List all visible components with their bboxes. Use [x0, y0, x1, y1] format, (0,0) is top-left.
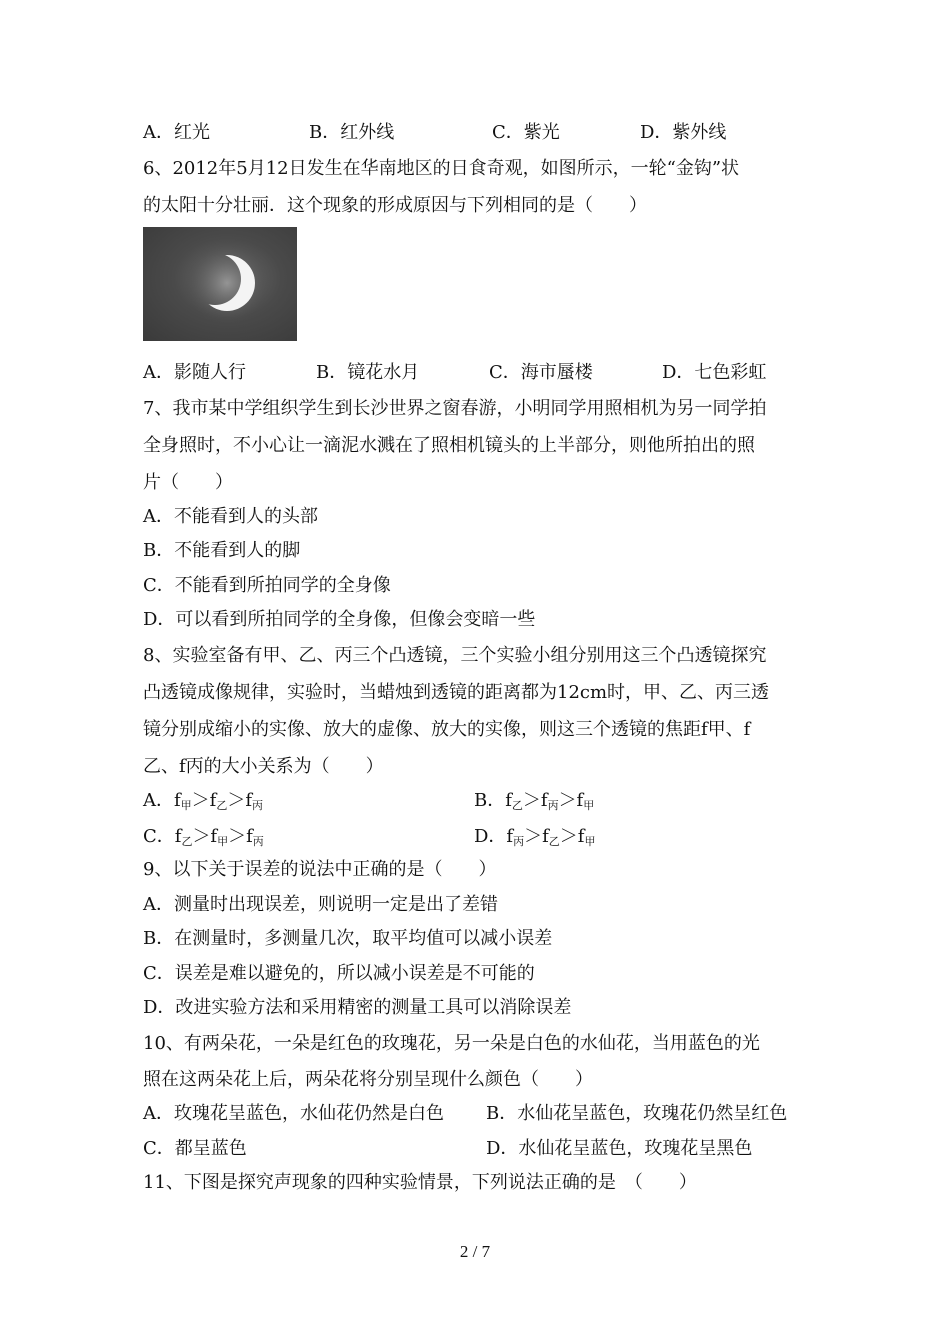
- page-number: 2 / 7: [459, 1242, 491, 1261]
- q7-stem-line1: 7、我市某中学组织学生到长沙世界之窗春游，小明同学用照相机为另一同学拍: [143, 398, 767, 419]
- q7-option-c: C．不能看到所拍同学的全身像: [143, 575, 391, 596]
- q8-option-b: B．$f_乙>f_丙>f_甲$: [474, 790, 595, 812]
- q9-option-d: D．改进实验方法和采用精密的测量工具可以消除误差: [143, 997, 572, 1018]
- q6-option-d: D．七色彩虹: [662, 362, 767, 383]
- q5-option-c: C．紫光: [492, 122, 560, 143]
- q9-option-c: C．误差是难以避免的，所以减小误差是不可能的: [143, 963, 535, 984]
- q7-stem-line2: 全身照时，不小心让一滴泥水溅在了照相机镜头的上半部分，则他所拍出的照: [143, 435, 755, 456]
- q6-stem-line2: 的太阳十分壮丽．这个现象的形成原因与下列相同的是（ ）: [143, 195, 647, 216]
- q10-option-d: D．水仙花呈蓝色，玫瑰花呈黑色: [486, 1138, 753, 1159]
- q8-stem-line2: 凸透镜成像规律，实验时，当蜡烛到透镜的距离都为12cm时，甲、乙、丙三透: [143, 682, 770, 703]
- q10-option-a: A．玫瑰花呈蓝色，水仙花仍然是白色: [143, 1103, 444, 1124]
- q6-option-c: C．海市蜃楼: [489, 362, 593, 383]
- q8-stem-line1: 8、实验室备有甲、乙、丙三个凸透镜，三个实验小组分别用这三个凸透镜探究: [143, 645, 767, 666]
- q7-option-a: A．不能看到人的头部: [143, 506, 318, 527]
- q8-stem-line4: 乙、f丙的大小关系为（ ）: [143, 756, 384, 777]
- q8-stem-line3: 镜分别成缩小的实像、放大的虚像、放大的实像，则这三个透镜的焦距f甲、f: [143, 719, 751, 740]
- q7-option-d: D．可以看到所拍同学的全身像，但像会变暗一些: [143, 609, 536, 630]
- q9-option-b: B．在测量时，多测量几次，取平均值可以减小误差: [143, 928, 553, 949]
- q10-stem-line1: 10、有两朵花，一朵是红色的玫瑰花，另一朵是白色的水仙花，当用蓝色的光: [143, 1033, 760, 1054]
- q8-option-c: C．$f_乙>f_甲>f_丙$: [143, 826, 264, 848]
- q10-option-b: B．水仙花呈蓝色，玫瑰花仍然呈红色: [486, 1103, 788, 1124]
- q7-option-b: B．不能看到人的脚: [143, 540, 301, 561]
- q10-stem-line2: 照在这两朵花上后，两朵花将分别呈现什么颜色（ ）: [143, 1069, 593, 1090]
- q6-option-a: A．影随人行: [143, 362, 246, 383]
- q5-option-b: B．红外线: [309, 122, 395, 143]
- q10-option-c: C．都呈蓝色: [143, 1138, 247, 1159]
- q6-stem-line1: 6、2012年5月12日发生在华南地区的日食奇观，如图所示，一轮“金钩”状: [143, 158, 740, 179]
- q5-option-a: A．红光: [143, 122, 210, 143]
- q9-option-a: A．测量时出现误差，则说明一定是出了差错: [143, 894, 498, 915]
- solar-eclipse-photo: [143, 227, 297, 341]
- q7-stem-line3: 片（ ）: [143, 472, 233, 493]
- q6-option-b: B．镜花水月: [316, 362, 420, 383]
- crescent-sun-icon: [143, 227, 297, 341]
- q11-stem-line1: 11、下图是探究声现象的四种实验情景，下列说法正确的是 （ ）: [143, 1172, 697, 1193]
- q8-option-d: D．$f_丙>f_乙>f_甲$: [474, 826, 596, 848]
- q9-stem-line1: 9、以下关于误差的说法中正确的是（ ）: [143, 859, 497, 880]
- q8-option-a: A．$f_甲>f_乙>f_丙$: [143, 790, 264, 812]
- q5-option-d: D．紫外线: [640, 122, 727, 143]
